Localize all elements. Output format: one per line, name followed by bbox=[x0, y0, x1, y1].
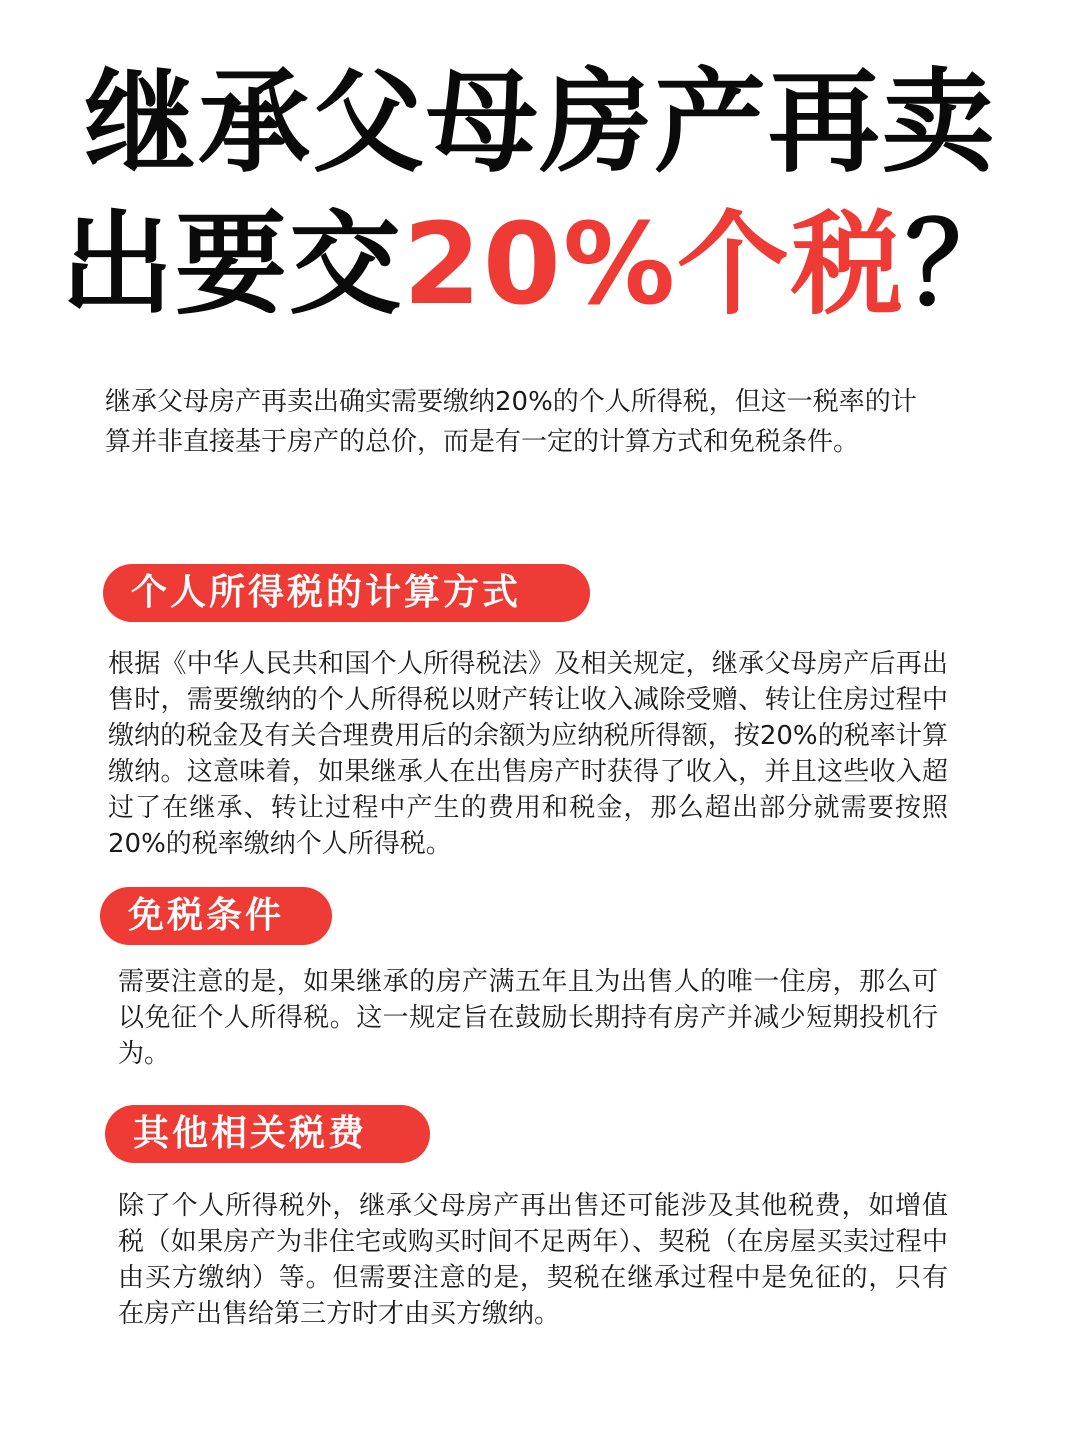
section-body-tax-calculation: 根据《中华人民共和国个人所得税法》及相关规定，继承父母房产后再出售时，需要缴纳的个人所得税以财产转让收入减除受赠、转让住房过程中缴纳的税金及有关合理费用后的余额为应纳税所得额，按20%的税率计算缴纳。这意味着，如果继承人在出售房产时获得了收入，并且这些收入超过了在继承、转让过程中产生的费用和税金，那么超出部分就需要按照20%的税率缴纳个人所得税。 bbox=[108, 649, 948, 859]
title-highlight: 20%个税 bbox=[402, 200, 906, 330]
section-body-exemption: 需要注意的是，如果继承的房产满五年且为出售人的唯一住房，那么可以免征个人所得税。这一规定旨在鼓励长期持有房产并减少短期投机行为。 bbox=[118, 967, 938, 1069]
section-heading-other-fees: 其他相关税费 bbox=[105, 1105, 430, 1163]
page-title-line-2 bbox=[0, 200, 1080, 330]
section-heading-exemption: 免税条件 bbox=[100, 887, 332, 945]
section-heading-tax-calculation: 个人所得税的计算方式 bbox=[103, 564, 590, 622]
title-question-mark: ？ bbox=[905, 200, 1020, 330]
page-title-line-1: 继承父母房产再卖 bbox=[84, 58, 996, 188]
title-black-part: 出要交 bbox=[60, 200, 403, 330]
section-body-other-fees: 除了个人所得税外，继承父母房产再出售还可能涉及其他税费，如增值税（如果房产为非住宅或购买时间不足两年）、契税（在房屋买卖过程中由买方缴纳）等。但需要注意的是，契税在继承过程中是免征的，只有在房产出售给第三方时才由买方缴纳。 bbox=[118, 1191, 948, 1329]
intro-paragraph: 继承父母房产再卖出确实需要缴纳20%的个人所得税，但这一税率的计算并非直接基于房产的总价，而是有一定的计算方式和免税条件。 bbox=[105, 387, 917, 457]
